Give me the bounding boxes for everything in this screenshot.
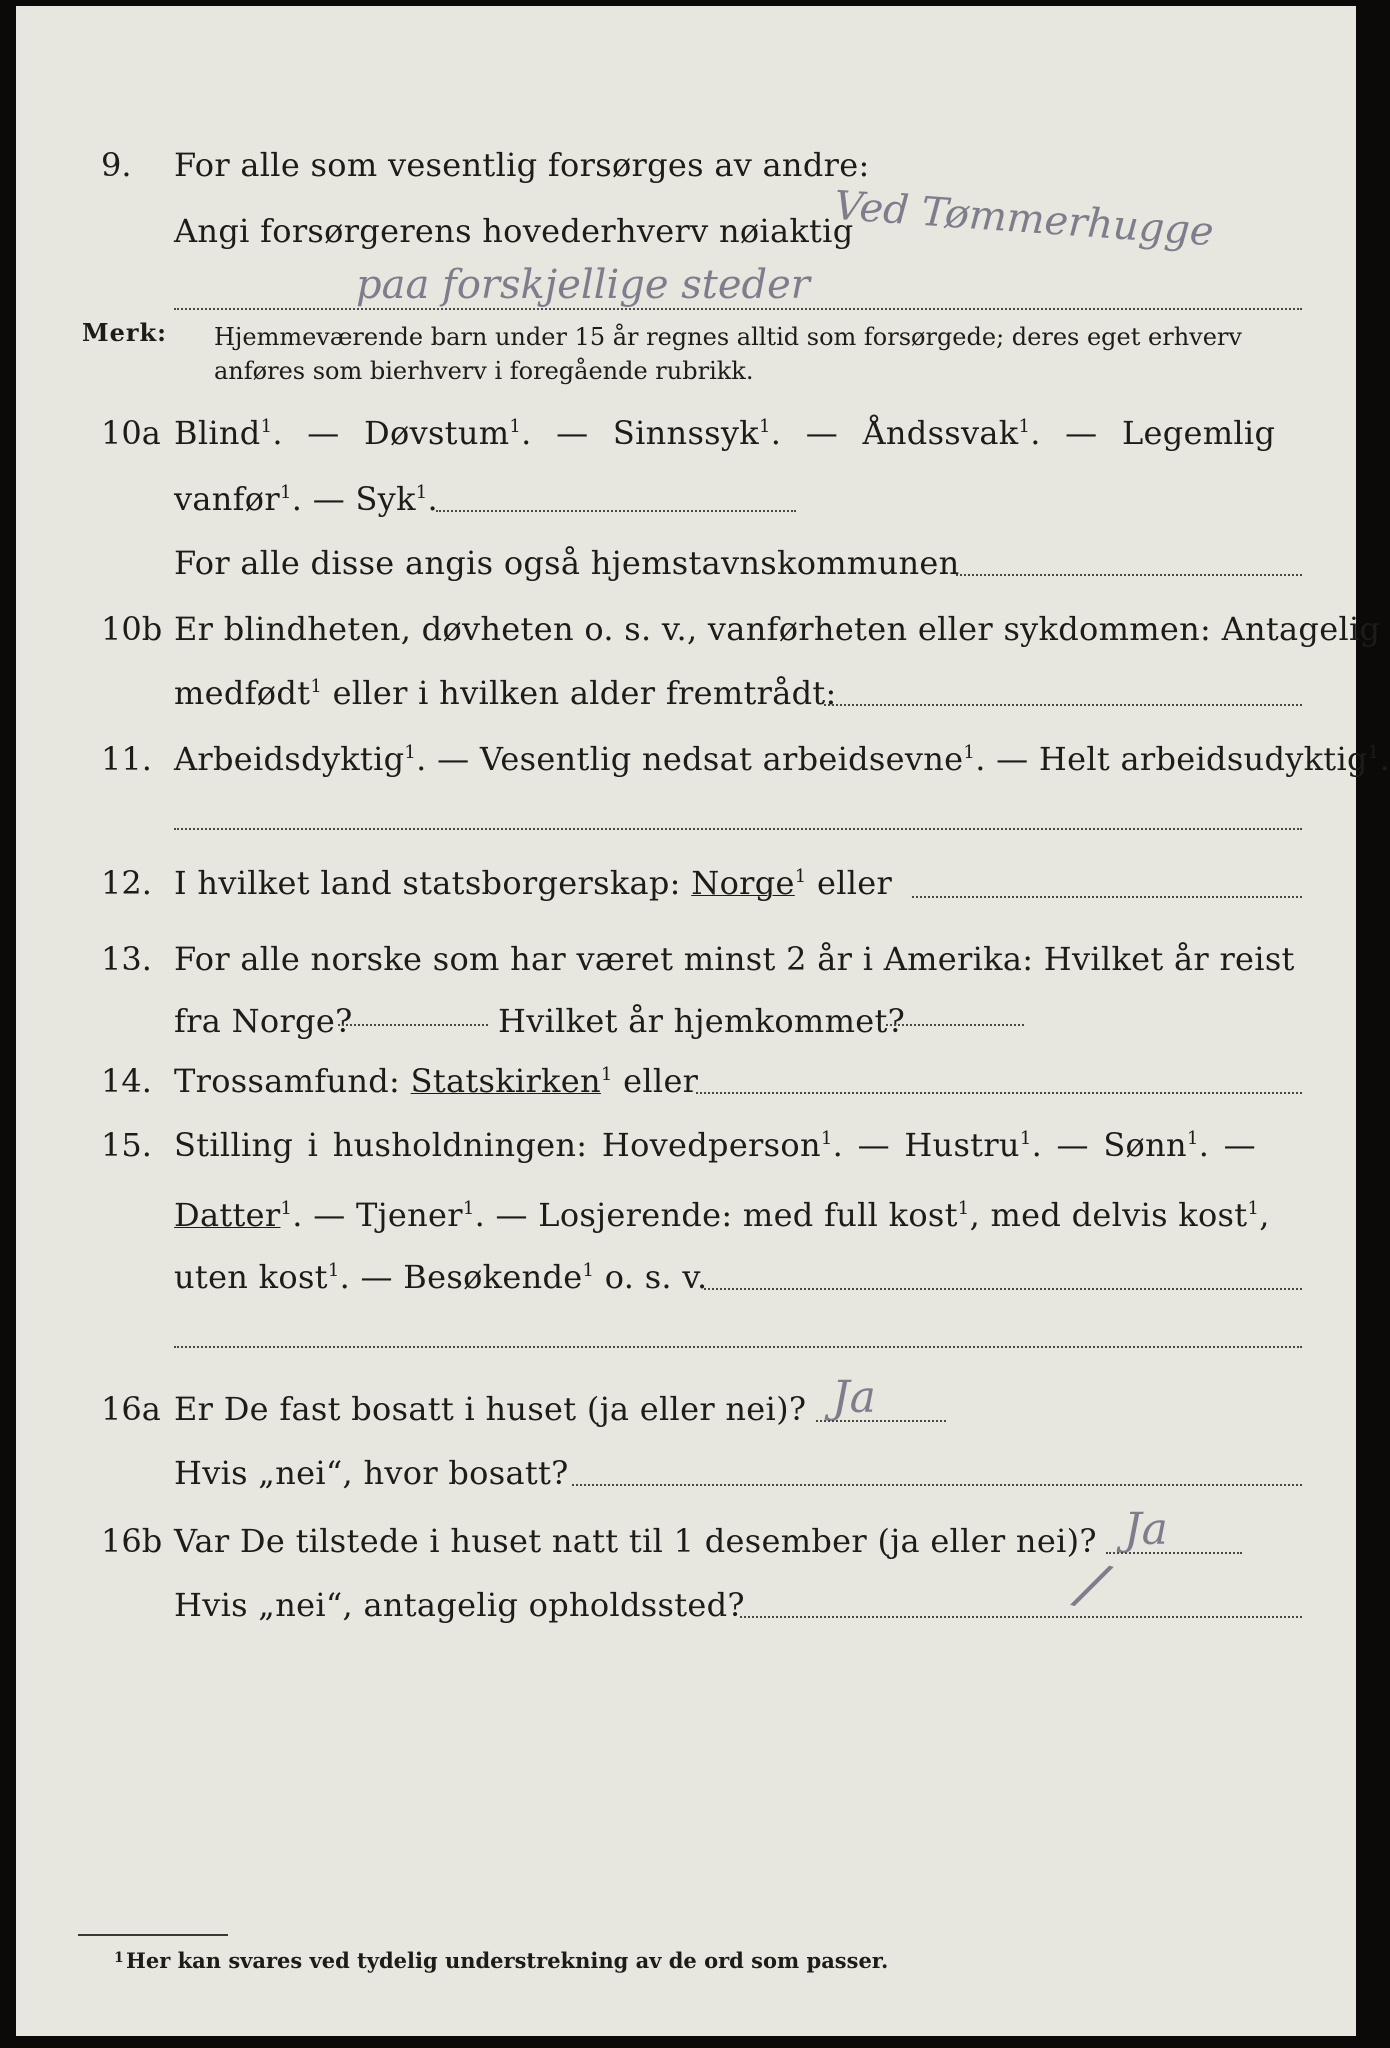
question-text: Er De fast bosatt i huset (ja eller nei)? bbox=[174, 1390, 807, 1428]
question-number: 13. bbox=[101, 940, 152, 978]
question-text: For alle norske som har været minst 2 år i Amerika: Hvilket år reist bbox=[174, 940, 1295, 978]
question-text: vanfør$^1$. — Syk$^1$. bbox=[174, 480, 439, 518]
question-text: Angi forsørgerens hovederhverv nøiaktig bbox=[174, 212, 854, 250]
answer-line bbox=[816, 1420, 946, 1422]
answer-line bbox=[436, 510, 796, 512]
note-text: anføres som bierhverv i foregående rubrikk. bbox=[214, 357, 754, 385]
answer-line bbox=[696, 1092, 1302, 1094]
question-text: Var De tilstede i huset natt til 1 desember (ja eller nei)? bbox=[174, 1522, 1097, 1560]
answer-line bbox=[740, 1616, 1302, 1618]
question-number: 12. bbox=[101, 864, 152, 902]
question-text: fra Norge? bbox=[174, 1002, 353, 1040]
question-number: 10a bbox=[101, 414, 161, 452]
question-text: Arbeidsdyktig$^1$. — Vesentlig nedsat arbeidsevne$^1$. — Helt arbeidsudyktig$^1$. bbox=[174, 740, 1390, 778]
question-text: Trossamfund: Statskirken$^1$ eller bbox=[174, 1062, 699, 1100]
answer-line bbox=[174, 828, 1302, 830]
question-text: For alle disse angis også hjemstavnskommunen bbox=[174, 544, 960, 582]
question-number: 16a bbox=[101, 1390, 161, 1428]
answer-line bbox=[1106, 1552, 1242, 1554]
footnote-rule bbox=[78, 1934, 228, 1936]
handwritten-mark: / bbox=[1071, 1548, 1113, 1622]
handwritten-answer: paa forskjellige steder bbox=[356, 262, 810, 308]
question-number: 14. bbox=[101, 1062, 152, 1100]
answer-line bbox=[912, 896, 1302, 898]
question-text: For alle som vesentlig forsørges av andre: bbox=[174, 146, 870, 184]
answer-line bbox=[174, 308, 1302, 310]
question-text: uten kost$^1$. — Besøkende$^1$ o. s. v. bbox=[174, 1258, 708, 1296]
answer-line bbox=[338, 1024, 488, 1026]
answer-line bbox=[572, 1484, 1302, 1486]
question-number: 15. bbox=[101, 1126, 152, 1164]
note-label: Merk: bbox=[82, 318, 167, 347]
note-text: Hjemmeværende barn under 15 år regnes alltid som forsørgede; deres eget erhverv bbox=[214, 323, 1242, 351]
question-text: Stilling i husholdningen: Hovedperson$^1$. — Hustru$^1$. — Sønn$^1$. — bbox=[174, 1126, 1256, 1164]
question-number: 16b bbox=[101, 1522, 163, 1560]
question-number: 10b bbox=[101, 610, 163, 648]
answer-line bbox=[956, 574, 1302, 576]
question-number: 9. bbox=[101, 146, 132, 184]
answer-line bbox=[824, 704, 1302, 706]
handwritten-answer: Ved Tømmerhugge bbox=[832, 182, 1216, 256]
footnote-text: Her kan svares ved tydelig understrekning av de ord som passer. bbox=[126, 1948, 889, 1973]
question-number: 11. bbox=[101, 740, 152, 778]
handwritten-answer: Ja bbox=[1124, 1504, 1168, 1555]
footnote-mark: 1 bbox=[114, 1950, 124, 1966]
question-text: Datter$^1$. — Tjener$^1$. — Losjerende: med full kost$^1$, med delvis kost$^1$, bbox=[174, 1196, 1270, 1234]
question-text: Blind$^1$. — Døvstum$^1$. — Sinnssyk$^1$. — Åndssvak$^1$. — Legemlig bbox=[174, 414, 1276, 452]
answer-line bbox=[886, 1024, 1024, 1026]
question-text: Hvilket år hjemkommet? bbox=[498, 1002, 906, 1040]
question-text: Hvis „nei“, antagelig opholdssted? bbox=[174, 1586, 745, 1624]
answer-line bbox=[704, 1288, 1302, 1290]
question-text: Er blindheten, døvheten o. s. v., vanførheten eller sykdommen: Antagelig bbox=[174, 610, 1381, 648]
answer-line bbox=[174, 1346, 1302, 1348]
question-text: Hvis „nei“, hvor bosatt? bbox=[174, 1454, 569, 1492]
question-text: I hvilket land statsborgerskap: Norge$^1$ eller bbox=[174, 864, 893, 902]
question-text: medfødt$^1$ eller i hvilken alder fremtrådt: bbox=[174, 674, 837, 712]
handwritten-answer: Ja bbox=[832, 1372, 876, 1423]
census-form-page bbox=[16, 6, 1390, 2036]
